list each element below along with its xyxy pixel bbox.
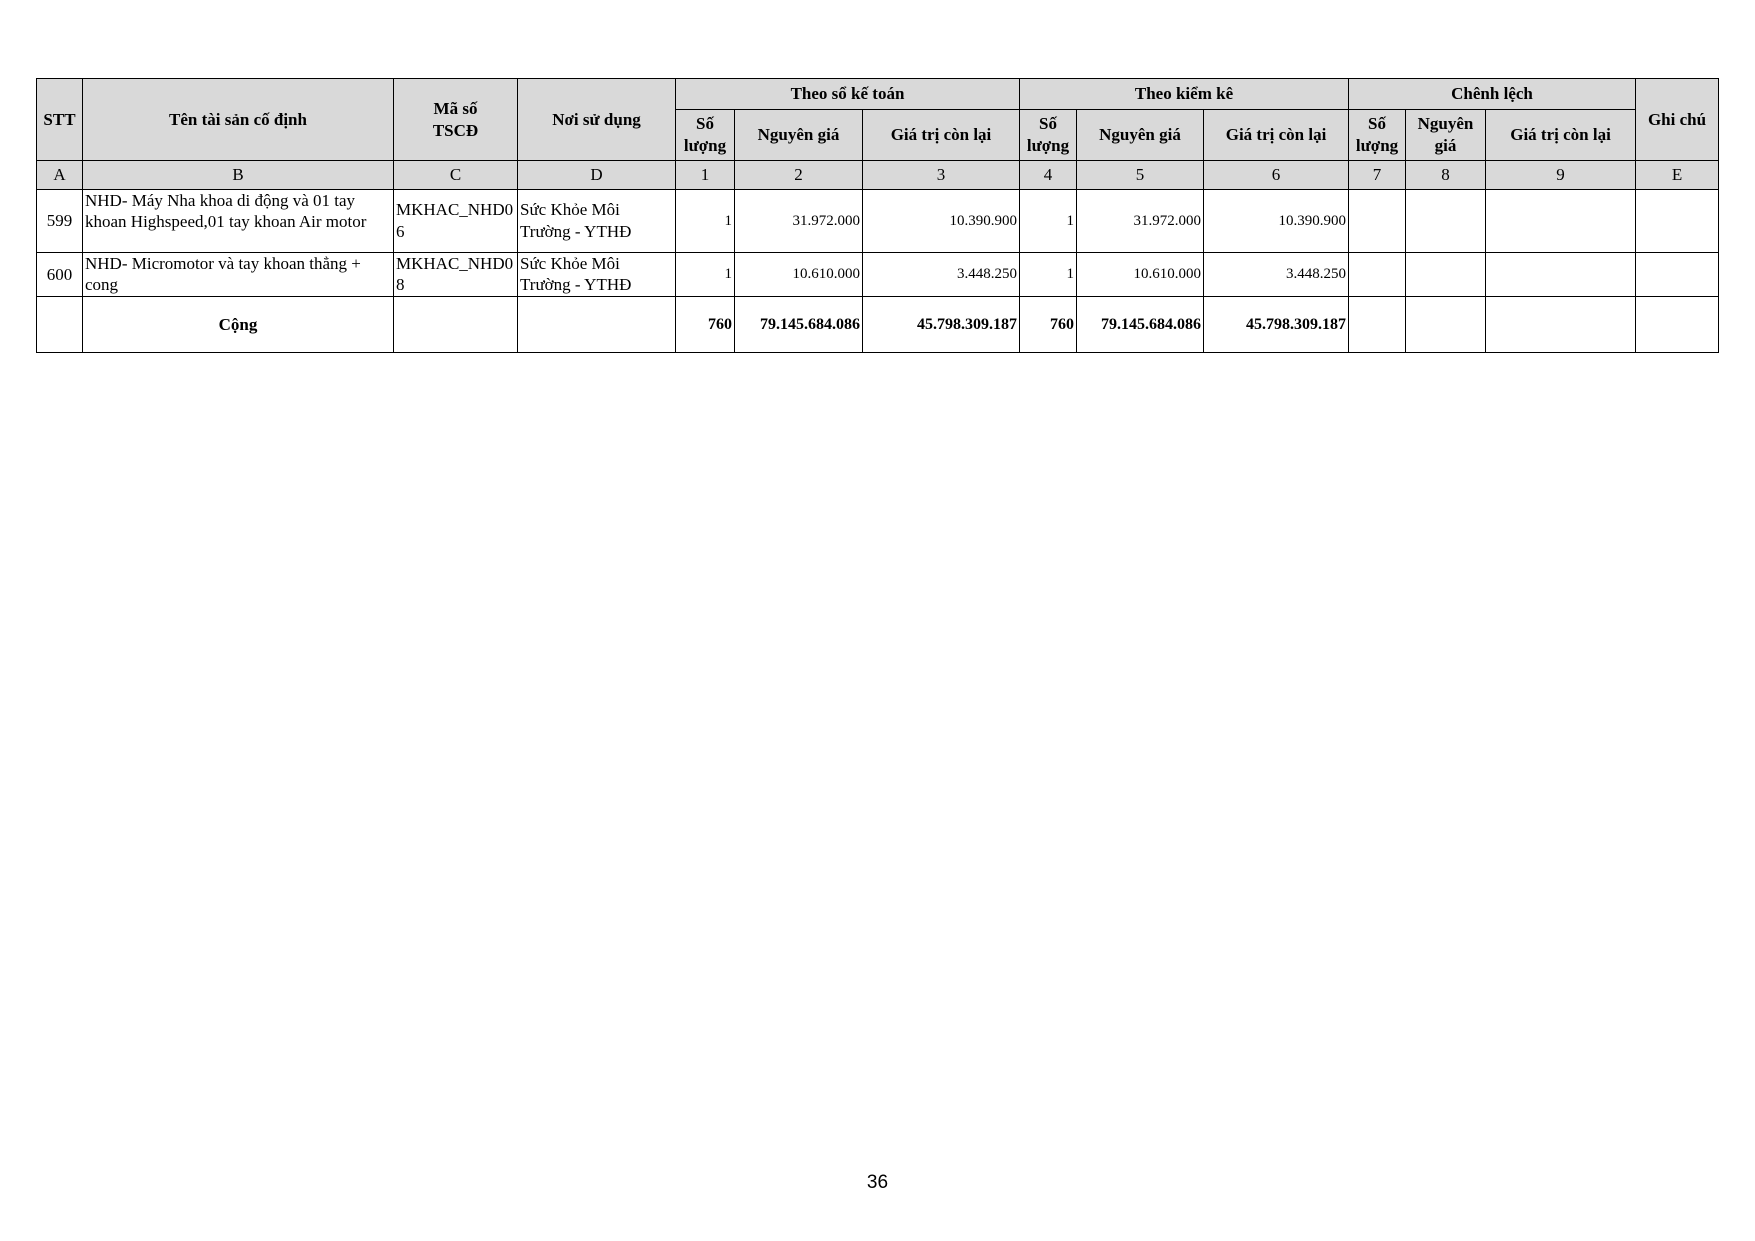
header-asset-code-line2: TSCĐ [432,120,479,140]
row-diff-residual [1486,190,1636,253]
total-books-residual: 45.798.309.187 [863,297,1020,353]
total-code [394,297,518,353]
column-key: 8 [1406,161,1486,190]
total-row [37,297,1719,353]
row-inv-qty: 1 [1020,190,1077,253]
header-group-books: Theo sổ kế toán [676,79,1020,110]
row-note [1636,253,1719,297]
row-note [1636,190,1719,253]
total-place [518,297,676,353]
header-diff-qty-line1: Số [1368,114,1386,133]
header-books-qty-line1: Số [696,114,714,133]
header-place: Nơi sử dụng [518,79,676,161]
column-key: 7 [1349,161,1406,190]
column-key: 1 [676,161,735,190]
header-inv-qty [1020,110,1077,161]
header-inv-qty-line2: lượng [1026,136,1070,155]
column-key: C [394,161,518,190]
total-inv-residual: 45.798.309.187 [1204,297,1349,353]
column-key: 3 [863,161,1020,190]
page-number: 36 [866,1172,889,1193]
header-diff-cost-line2: giá [1434,136,1457,155]
header-books-cost: Nguyên giá [735,110,863,161]
row-books-residual: 10.390.900 [863,190,1020,253]
row-diff-cost [1406,253,1486,297]
row-diff-qty [1349,190,1406,253]
header-books-qty [676,110,735,161]
row-asset-name-text: NHD- Máy Nha khoa di động và 01 tay khoan Highspeed,01 tay khoan Air motor [85,191,367,231]
row-inv-cost: 31.972.000 [1077,190,1204,253]
column-key: 4 [1020,161,1077,190]
row-books-qty: 1 [676,253,735,297]
column-key: A [37,161,83,190]
row-asset-name [83,190,394,253]
row-asset-code: MKHAC_NHD06 [394,190,518,253]
row-inv-qty: 1 [1020,253,1077,297]
row-place-text: Sức Khỏe Môi Trường - YTHĐ [520,254,632,294]
header-stt: STT [37,79,83,161]
row-asset-name [83,253,394,297]
row-place [518,253,676,297]
table-row [37,190,1719,253]
header-diff-cost [1406,110,1486,161]
row-asset-name-text: NHD- Micromotor và tay khoan thẳng + cong [85,254,361,294]
row-inv-cost: 10.610.000 [1077,253,1204,297]
column-key: 6 [1204,161,1349,190]
row-asset-code-text: MKHAC_NHD08 [396,254,514,294]
row-stt: 599 [37,190,83,253]
total-inv-cost: 79.145.684.086 [1077,297,1204,353]
column-key: B [83,161,394,190]
header-note: Ghi chú [1636,79,1719,161]
total-diff-residual [1486,297,1636,353]
header-books-residual: Giá trị còn lại [863,110,1020,161]
header-asset-name: Tên tài sản cố định [83,79,394,161]
row-inv-residual: 10.390.900 [1204,190,1349,253]
row-inv-residual: 3.448.250 [1204,253,1349,297]
row-diff-residual [1486,253,1636,297]
header-diff-qty-line2: lượng [1355,136,1399,155]
header-group-inventory: Theo kiểm kê [1020,79,1349,110]
total-note [1636,297,1719,353]
table-row [37,253,1719,297]
header-inv-cost: Nguyên giá [1077,110,1204,161]
column-key: D [518,161,676,190]
column-key: 5 [1077,161,1204,190]
total-diff-qty [1349,297,1406,353]
total-label: Cộng [83,297,394,353]
total-diff-cost [1406,297,1486,353]
header-group-diff: Chênh lệch [1349,79,1636,110]
header-inv-qty-line1: Số [1039,114,1057,133]
total-stt [37,297,83,353]
row-books-residual: 3.448.250 [863,253,1020,297]
asset-inventory-table [36,78,1719,353]
header-diff-residual: Giá trị còn lại [1486,110,1636,161]
header-asset-code [394,79,518,161]
header-inv-residual: Giá trị còn lại [1204,110,1349,161]
total-books-qty: 760 [676,297,735,353]
row-books-cost: 31.972.000 [735,190,863,253]
row-diff-qty [1349,253,1406,297]
row-place: Sức Khỏe Môi Trường - YTHĐ [518,190,676,253]
header-diff-qty [1349,110,1406,161]
column-key: 9 [1486,161,1636,190]
column-key-row [37,161,1719,190]
row-books-qty: 1 [676,190,735,253]
row-stt: 600 [37,253,83,297]
column-key: E [1636,161,1719,190]
row-books-cost: 10.610.000 [735,253,863,297]
row-asset-code [394,253,518,297]
column-key: 2 [735,161,863,190]
header-asset-code-line1: Mã số [433,98,478,118]
header-books-qty-line2: lượng [683,136,727,155]
total-books-cost: 79.145.684.086 [735,297,863,353]
row-diff-cost [1406,190,1486,253]
total-inv-qty: 760 [1020,297,1077,353]
header-diff-cost-line1: Nguyên [1417,114,1474,133]
